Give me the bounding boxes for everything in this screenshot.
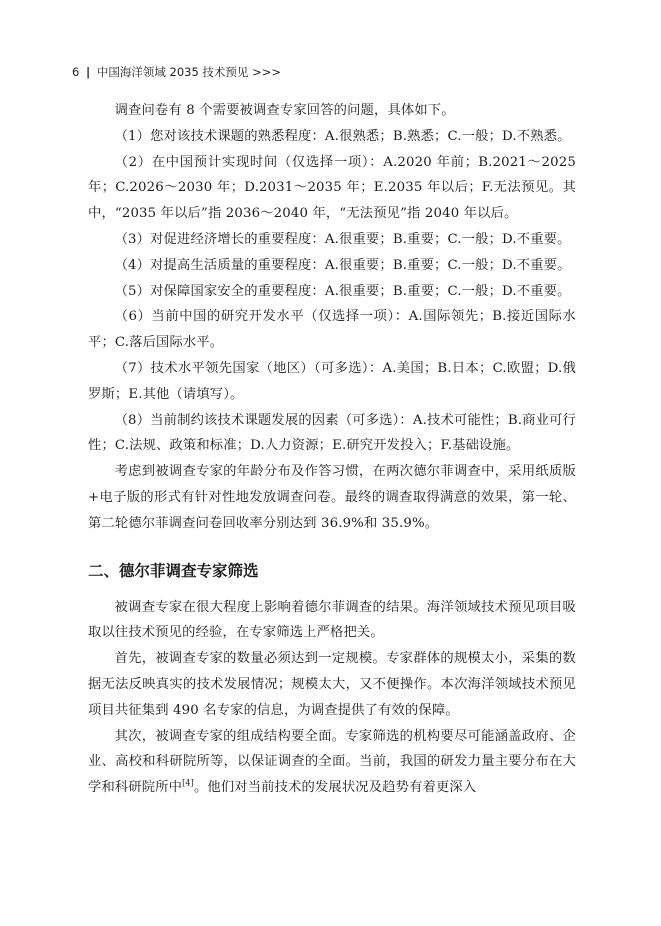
paragraph: （3）对促进经济增长的重要程度：A.很重要；B.重要；C.一般；D.不重要。 [114, 231, 571, 247]
paragraph-text: 。他们对当前技术的发展状况及趋势有着更深入 [193, 780, 477, 796]
paragraph: （4）对提高生活质量的重要程度：A.很重要；B.重要；C.一般；D.不重要。 [114, 257, 571, 273]
paragraph: （6）当前中国的研究开发水平（仅选择一项）：A.国际领先；B.接近国际水平；C.落后国际水平。 [88, 309, 576, 351]
header-separator: | [85, 65, 91, 79]
paragraph: （5）对保障国家安全的重要程度：A.很重要；B.重要；C.一般；D.不重要。 [114, 283, 571, 299]
section-heading: 二、德尔菲调查专家筛选 [88, 561, 259, 580]
citation-ref: [4] [182, 778, 194, 788]
paragraph [88, 724, 576, 801]
paragraph: （7）技术水平领先国家（地区）（可多选）：A.美国；B.日本；C.欧盟；D.俄罗斯；E.其他（请填写）。 [88, 360, 576, 402]
paragraph: 考虑到被调查专家的年龄分布及作答习惯，在两次德尔菲调查中，采用纸质版+电子版的形式有针对性地发放调查问卷。最终的调查取得满意的效果，第一轮、第二轮德尔菲调查问卷回收率分别达到 36.9%和 35.9%。 [88, 464, 576, 531]
paragraph: 被调查专家在很大程度上影响着德尔菲调查的结果。海洋领域技术预见项目吸取以往技术预见的经验，在专家筛选上严格把关。 [88, 599, 576, 641]
paragraph-text: 其次，被调查专家的组成结构要全面。专家筛选的机构要尽可能涵盖政府、企业、高校和科研院所等，以保证调查的全面。当前，我国的研发力量主要分布在大学和科研院所中 [88, 728, 576, 796]
paragraph: 首先，被调查专家的数量必须达到一定规模。专家群体的规模太小，采集的数据无法反映真实的技术发展情况；规模太大，又不便操作。本次海洋领域技术预见项目共征集到 490 名专家的信息，为调查提供了有效的保障。 [88, 651, 576, 718]
page-body [88, 98, 576, 801]
paragraph: 调查问卷有 8 个需要被调查专家回答的问题，具体如下。 [114, 103, 455, 118]
running-header [72, 64, 281, 80]
paragraph: （1）您对该技术课题的熟悉程度：A.很熟悉；B.熟悉；C.一般；D.不熟悉。 [114, 128, 571, 144]
paragraph: （8）当前制约该技术课题发展的因素（可多选）：A.技术可能性；B.商业可行性；C.法规、政策和标准；D.人力资源；E.研究开发投入；F.基础设施。 [88, 412, 576, 454]
paragraph: （2）在中国预计实现时间（仅选择一项）：A.2020 年前；B.2021～2025 年；C.2026～2030 年；D.2031～2035 年；E.2035 年以后；F.无法预见。其中，“2035 年以后”指 2036～2040 年，“无法预见”指 2040 年以后。 [88, 154, 576, 222]
book-title: 中国海洋领域 2035 技术预见 >>> [96, 65, 281, 79]
page-number: 6 [72, 65, 80, 79]
